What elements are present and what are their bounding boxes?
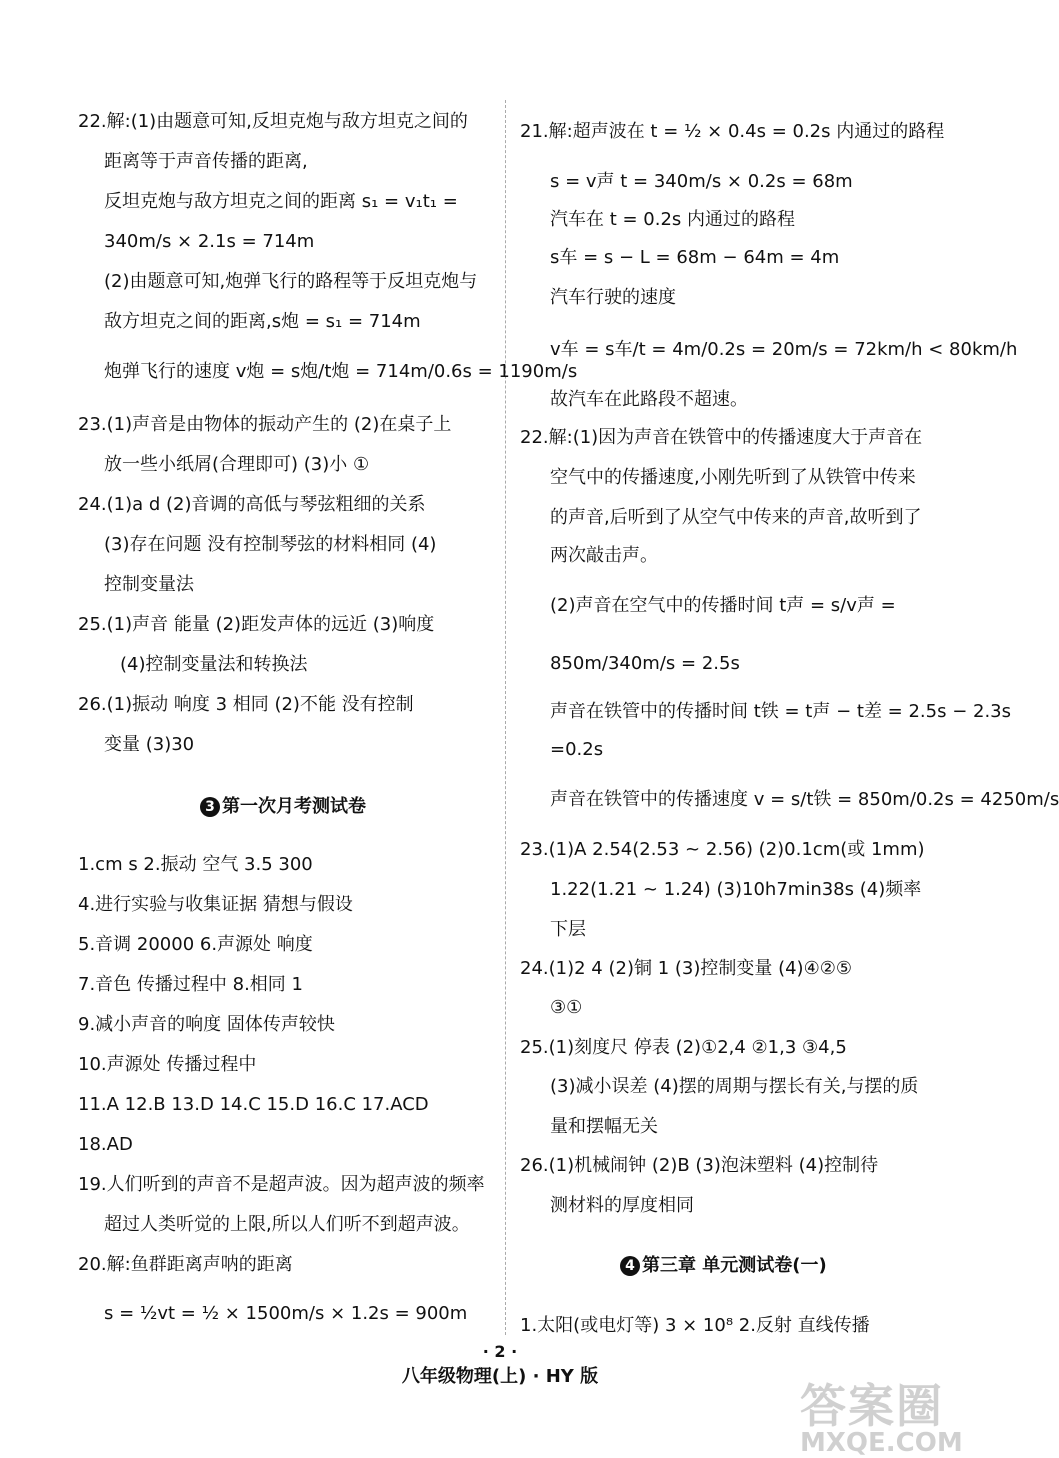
answer-line: 两次敲击声。 bbox=[550, 545, 658, 566]
answer-line: 26.(1)振动 响度 3 相同 (2)不能 没有控制 bbox=[78, 694, 414, 715]
answer-line: 变量 (3)30 bbox=[104, 734, 195, 755]
section-number-badge: 3 bbox=[200, 797, 220, 817]
answer-line: 18.AD bbox=[78, 1134, 133, 1155]
watermark-url: MXQE.COM bbox=[800, 1428, 963, 1458]
answer-line: 23.(1)声音是由物体的振动产生的 (2)在桌子上 bbox=[78, 414, 452, 435]
answer-line: (4)控制变量法和转换法 bbox=[120, 654, 308, 675]
answer-line: 下层 bbox=[550, 919, 586, 940]
answer-line: 声音在铁管中的传播速度 v = s/t铁 = 850m/0.2s = 4250m/s bbox=[550, 789, 1059, 810]
answer-line: 24.(1)2 4 (2)铜 1 (3)控制变量 (4)④②⑤ bbox=[520, 958, 852, 979]
answer-line: 敌方坦克之间的距离,s炮 = s₁ = 714m bbox=[104, 311, 421, 332]
section-number-badge: 4 bbox=[620, 1256, 640, 1276]
answer-line: 控制变量法 bbox=[104, 574, 194, 595]
answer-line: 放一些小纸屑(合理即可) (3)小 ① bbox=[104, 454, 370, 475]
answer-line: (2)由题意可知,炮弹飞行的路程等于反坦克炮与 bbox=[104, 271, 478, 292]
answer-line: 4.进行实验与收集证据 猜想与假设 bbox=[78, 894, 353, 915]
answer-line: v车 = s车/t = 4m/0.2s = 20m/s = 72km/h < 80km/h bbox=[550, 339, 1018, 360]
answer-line: 7.音色 传播过程中 8.相同 1 bbox=[78, 974, 303, 995]
answer-line: 25.(1)声音 能量 (2)距发声体的远近 (3)响度 bbox=[78, 614, 435, 635]
answer-line: (3)存在问题 没有控制琴弦的材料相同 (4) bbox=[104, 534, 437, 555]
answer-line: 5.音调 20000 6.声源处 响度 bbox=[78, 934, 313, 955]
answer-line: 25.(1)刻度尺 停表 (2)①2,4 ②1,3 ③4,5 bbox=[520, 1037, 847, 1058]
answer-line: 1.cm s 2.振动 空气 3.5 300 bbox=[78, 854, 313, 875]
answer-line: 22.解:(1)因为声音在铁管中的传播速度大于声音在 bbox=[520, 427, 923, 448]
answer-line: 汽车在 t = 0.2s 内通过的路程 bbox=[550, 209, 796, 230]
section-title bbox=[620, 1251, 827, 1277]
answer-line: 19.人们听到的声音不是超声波。因为超声波的频率 bbox=[78, 1174, 485, 1195]
watermark-logo bbox=[800, 1370, 990, 1458]
answer-line: 22.解:(1)由题意可知,反坦克炮与敌方坦克之间的 bbox=[78, 111, 468, 132]
answer-line: 超过人类听觉的上限,所以人们听不到超声波。 bbox=[104, 1214, 470, 1235]
answer-line: 故汽车在此路段不超速。 bbox=[550, 389, 748, 410]
answer-line: 反坦克炮与敌方坦克之间的距离 s₁ = v₁t₁ = bbox=[104, 191, 458, 212]
watermark-text: 答案圈 bbox=[800, 1379, 944, 1433]
column-divider bbox=[505, 100, 506, 1335]
answer-line: ③① bbox=[550, 997, 583, 1018]
answer-line: s = ½vt = ½ × 1500m/s × 1.2s = 900m bbox=[104, 1303, 468, 1324]
answer-line: 1.22(1.21 ~ 1.24) (3)10h7min38s (4)频率 bbox=[550, 879, 922, 900]
answer-line: 1.太阳(或电灯等) 3 × 10⁸ 2.反射 直线传播 bbox=[520, 1315, 870, 1336]
answer-line: 11.A 12.B 13.D 14.C 15.D 16.C 17.ACD bbox=[78, 1094, 429, 1115]
answer-line: 距离等于声音传播的距离, bbox=[104, 151, 308, 172]
section-title bbox=[200, 792, 366, 818]
answer-line: 21.解:超声波在 t = ½ × 0.4s = 0.2s 内通过的路程 bbox=[520, 121, 945, 142]
answer-line: 850m/340m/s = 2.5s bbox=[550, 653, 740, 674]
section-title-text: 第三章 单元测试卷(一) bbox=[642, 1255, 827, 1276]
answer-line: 26.(1)机械闹钟 (2)B (3)泡沫塑料 (4)控制待 bbox=[520, 1155, 879, 1176]
footer-book-title: 八年级物理(上) · HY 版 bbox=[401, 1366, 599, 1387]
answer-line: (3)减小误差 (4)摆的周期与摆长有关,与摆的质 bbox=[550, 1076, 919, 1097]
answer-line: =0.2s bbox=[550, 739, 604, 760]
answer-line: 23.(1)A 2.54(2.53 ~ 2.56) (2)0.1cm(或 1mm) bbox=[520, 839, 925, 860]
answer-line: 340m/s × 2.1s = 714m bbox=[104, 231, 315, 252]
answer-line: s车 = s − L = 68m − 64m = 4m bbox=[550, 247, 840, 268]
answer-line: 的声音,后听到了从空气中传来的声音,故听到了 bbox=[550, 507, 922, 528]
answer-line: 声音在铁管中的传播时间 t铁 = t声 − t差 = 2.5s − 2.3s bbox=[550, 701, 1012, 722]
answer-line: 10.声源处 传播过程中 bbox=[78, 1054, 257, 1075]
answer-line: 测材料的厚度相同 bbox=[550, 1195, 694, 1216]
answer-line: 汽车行驶的速度 bbox=[550, 287, 676, 308]
answer-line: 20.解:鱼群距离声呐的距离 bbox=[78, 1254, 293, 1275]
answer-line: (2)声音在空气中的传播时间 t声 = s/v声 = bbox=[550, 595, 896, 616]
page-number: · 2 · bbox=[482, 1342, 518, 1361]
answer-line: 空气中的传播速度,小刚先听到了从铁管中传来 bbox=[550, 467, 916, 488]
answer-line: 量和摆幅无关 bbox=[550, 1116, 658, 1137]
answer-line: s = v声 t = 340m/s × 0.2s = 68m bbox=[550, 171, 853, 192]
section-title-text: 第一次月考测试卷 bbox=[222, 796, 366, 817]
answer-line: 炮弹飞行的速度 v炮 = s炮/t炮 = 714m/0.6s = 1190m/s bbox=[104, 361, 578, 382]
answer-line: 24.(1)a d (2)音调的高低与琴弦粗细的关系 bbox=[78, 494, 426, 515]
answer-line: 9.减小声音的响度 固体传声较快 bbox=[78, 1014, 335, 1035]
